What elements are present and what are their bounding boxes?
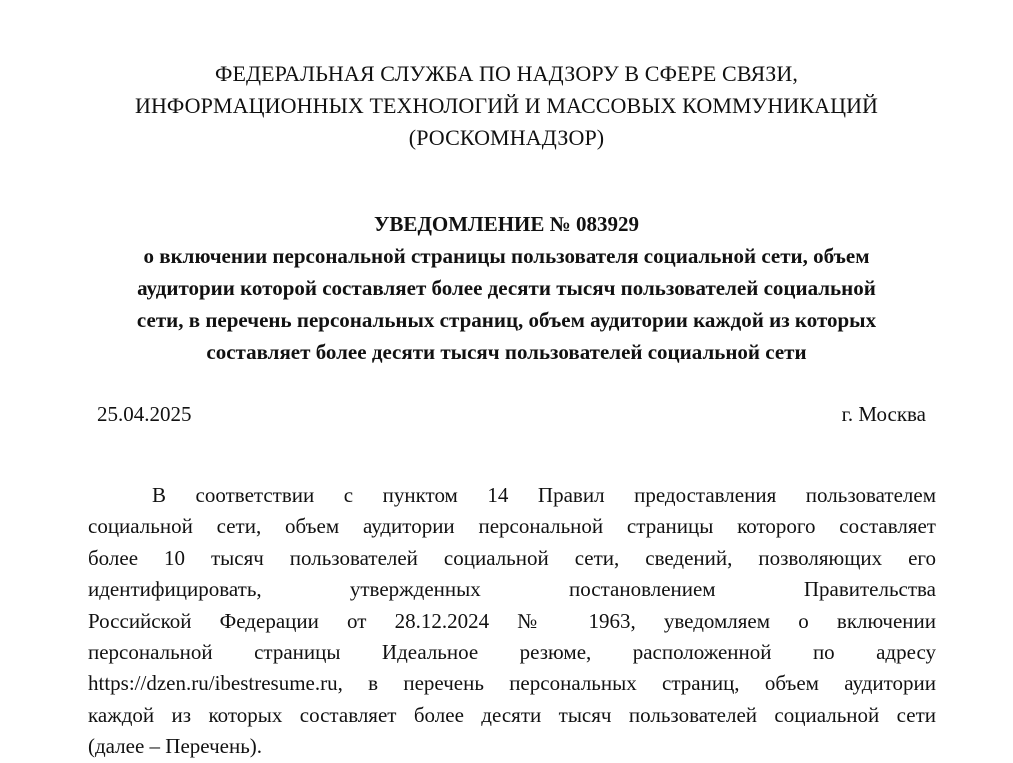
notice-heading: [0, 208, 1013, 368]
notice-subtitle-line-1: о включении персональной страницы пользователя социальной сети, объем: [143, 244, 870, 268]
agency-line-2: ИНФОРМАЦИОННЫХ ТЕХНОЛОГИЙ И МАССОВЫХ КОММУНИКАЦИЙ: [134, 93, 879, 118]
body-line-9: (далее – Перечень).: [88, 734, 263, 759]
document-place: г. Москва: [841, 402, 926, 426]
body-line-3: более 10 тысяч пользователей социальной сети, сведений, позволяющих его: [88, 545, 936, 570]
notice-subtitle-line-3: сети, в перечень персональных страниц, объем аудитории каждой из которых: [136, 308, 877, 332]
body-line-6: персональной страницы Идеальное резюме, расположенной по адресу: [88, 640, 936, 665]
body-line-8: каждой из которых составляет более десяти тысяч пользователей социальной сети: [88, 702, 936, 727]
notice-title: УВЕДОМЛЕНИЕ № 083929: [374, 212, 639, 236]
body-paragraph: [88, 480, 936, 763]
body-line-4: идентифицировать, утвержденных постановлением Правительства: [88, 577, 936, 602]
body-line-1: В соответствии с пунктом 14 Правил предоставления пользователем: [152, 483, 936, 507]
agency-line-1: ФЕДЕРАЛЬНАЯ СЛУЖБА ПО НАДЗОРУ В СФЕРЕ СВЯЗИ,: [215, 61, 798, 86]
document-date: 25.04.2025: [97, 402, 192, 426]
agency-line-3: (РОСКОМНАДЗОР): [408, 125, 605, 150]
notice-subtitle-line-2: аудитории которой составляет более десяти тысяч пользователей социальной: [137, 276, 876, 300]
body-line-5: Российской Федерации от 28.12.2024 № 1963, уведомляем о включении: [88, 608, 936, 633]
notice-subtitle-line-4: составляет более десяти тысяч пользователей социальной сети: [206, 340, 807, 364]
date-place-row: [97, 398, 926, 430]
body-line-2: социальной сети, объем аудитории персональной страницы которого составляет: [88, 514, 936, 539]
agency-header: [0, 58, 1013, 154]
body-line-7: https://dzen.ru/ibestresume.ru, в перечень персональных страниц, объем аудитории: [88, 671, 936, 696]
